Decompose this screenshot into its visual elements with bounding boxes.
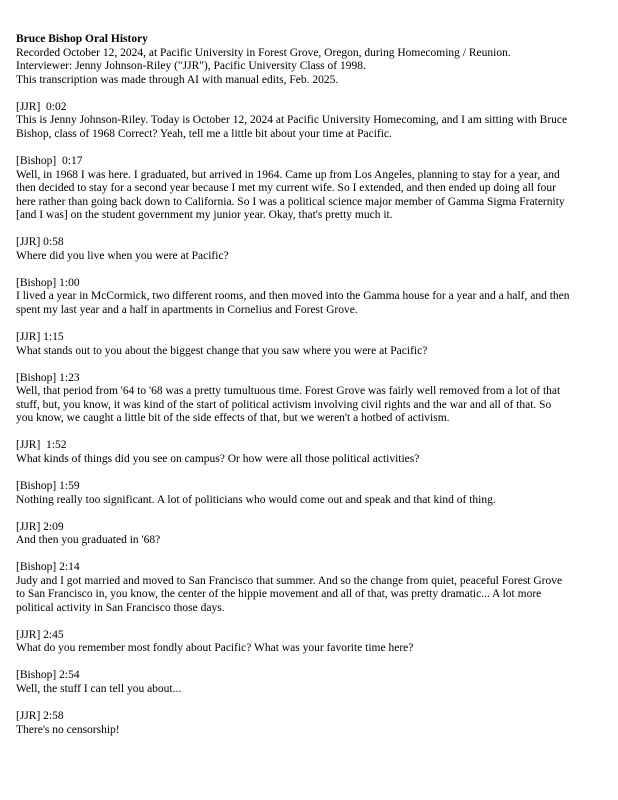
speaker-timestamp: [Bishop] 2:14 (16, 561, 80, 574)
transcript-line: you know, we caught a little bit of the side effects of that, but we weren't a hotbed of activism. (16, 412, 450, 425)
transcription-note: This transcription was made through AI with manual edits, Feb. 2025. (16, 73, 339, 86)
speaker-timestamp: [Bishop] 1:00 (16, 276, 80, 289)
transcript-line: This is Jenny Johnson-Riley. Today is October 12, 2024 at Pacific University Homecoming, and I am sitting with Bruce (16, 114, 568, 127)
transcript-line: [and I was] on the student government my junior year. Okay, that's pretty much it. (16, 209, 393, 222)
transcript-line: Where did you live when you were at Pacific? (16, 249, 229, 262)
transcript-entry (16, 277, 604, 318)
document-title: Bruce Bishop Oral History (16, 33, 148, 45)
transcript-line: Well, in 1968 I was here. I graduated, but arrived in 1964. Came up from Los Angeles, planning to stay for a year, and (16, 168, 560, 181)
transcript-entry (16, 480, 604, 507)
transcript-entry (16, 561, 604, 615)
speaker-timestamp: [JJR] 2:09 (16, 520, 64, 533)
transcript-line: Judy and I got married and moved to San Francisco that summer. And so the change from quiet, peaceful Forest Grove (16, 574, 563, 587)
speaker-timestamp: [Bishop] 2:54 (16, 669, 80, 682)
speaker-timestamp: [JJR] 0:58 (16, 236, 64, 249)
speaker-timestamp: [Bishop] 1:23 (16, 371, 80, 384)
transcript-entry (16, 629, 604, 656)
document-header (16, 33, 604, 87)
transcript-line: What stands out to you about the biggest change that you saw where you were at Pacific? (16, 344, 428, 357)
transcript-entry (16, 331, 604, 358)
transcript-line: political activity in San Francisco those days. (16, 601, 225, 614)
transcript-entry (16, 236, 604, 263)
recording-info: Recorded October 12, 2024, at Pacific University in Forest Grove, Oregon, during Homecoming / Reunion. (16, 46, 511, 59)
transcript-entry (16, 439, 604, 466)
speaker-timestamp: [Bishop] 0:17 (16, 154, 83, 167)
transcript-line: And then you graduated in '68? (16, 534, 161, 547)
transcript-entry (16, 101, 604, 142)
transcript-line: to San Francisco in, you know, the center of the hippie movement and all of that, was pretty dramatic... A lot more (16, 588, 542, 601)
speaker-timestamp: [JJR] 2:58 (16, 710, 64, 723)
speaker-timestamp: [JJR] 0:02 (16, 100, 67, 113)
transcript-entry (16, 669, 604, 696)
transcript-line: spent my last year and a half in apartments in Cornelius and Forest Grove. (16, 304, 358, 317)
transcript-line: Well, the stuff I can tell you about... (16, 683, 182, 696)
speaker-timestamp: [JJR] 1:15 (16, 331, 64, 344)
transcript-entry (16, 710, 604, 737)
transcript-page (16, 33, 604, 737)
transcript-line: Bishop, class of 1968 Correct? Yeah, tell me a little bit about your time at Pacific. (16, 127, 392, 140)
transcript-line: stuff, but, you know, it was kind of the start of political activism involving civil rights and the war and all of that. So (16, 398, 552, 411)
transcript-entries (16, 101, 604, 737)
transcript-line: There's no censorship! (16, 723, 120, 736)
transcript-line: Nothing really too significant. A lot of politicians who would come out and speak and that kind of thing. (16, 493, 496, 506)
transcript-line: What kinds of things did you see on campus? Or how were all those political activities? (16, 452, 420, 465)
interviewer-info: Interviewer: Jenny Johnson-Riley ("JJR"), Pacific University Class of 1998. (16, 60, 366, 73)
transcript-entry (16, 155, 604, 223)
transcript-line: Well, that period from '64 to '68 was a pretty tumultuous time. Forest Grove was fairly well removed from a lot of that (16, 385, 561, 398)
speaker-timestamp: [JJR] 1:52 (16, 439, 67, 452)
speaker-timestamp: [Bishop] 1:59 (16, 479, 80, 492)
speaker-timestamp: [JJR] 2:45 (16, 628, 64, 641)
transcript-line: here rather than going back down to California. So I was a political science major member of Gamma Sigma Fraternity (16, 195, 565, 208)
transcript-line: What do you remember most fondly about Pacific? What was your favorite time here? (16, 642, 414, 655)
transcript-entry (16, 521, 604, 548)
transcript-line: I lived a year in McCormick, two different rooms, and then moved into the Gamma house for a year and a half, and then (16, 290, 570, 303)
transcript-line: then decided to stay for a second year because I met my current wife. So I extended, and then ended up doing all four (16, 182, 556, 195)
transcript-entry (16, 372, 604, 426)
